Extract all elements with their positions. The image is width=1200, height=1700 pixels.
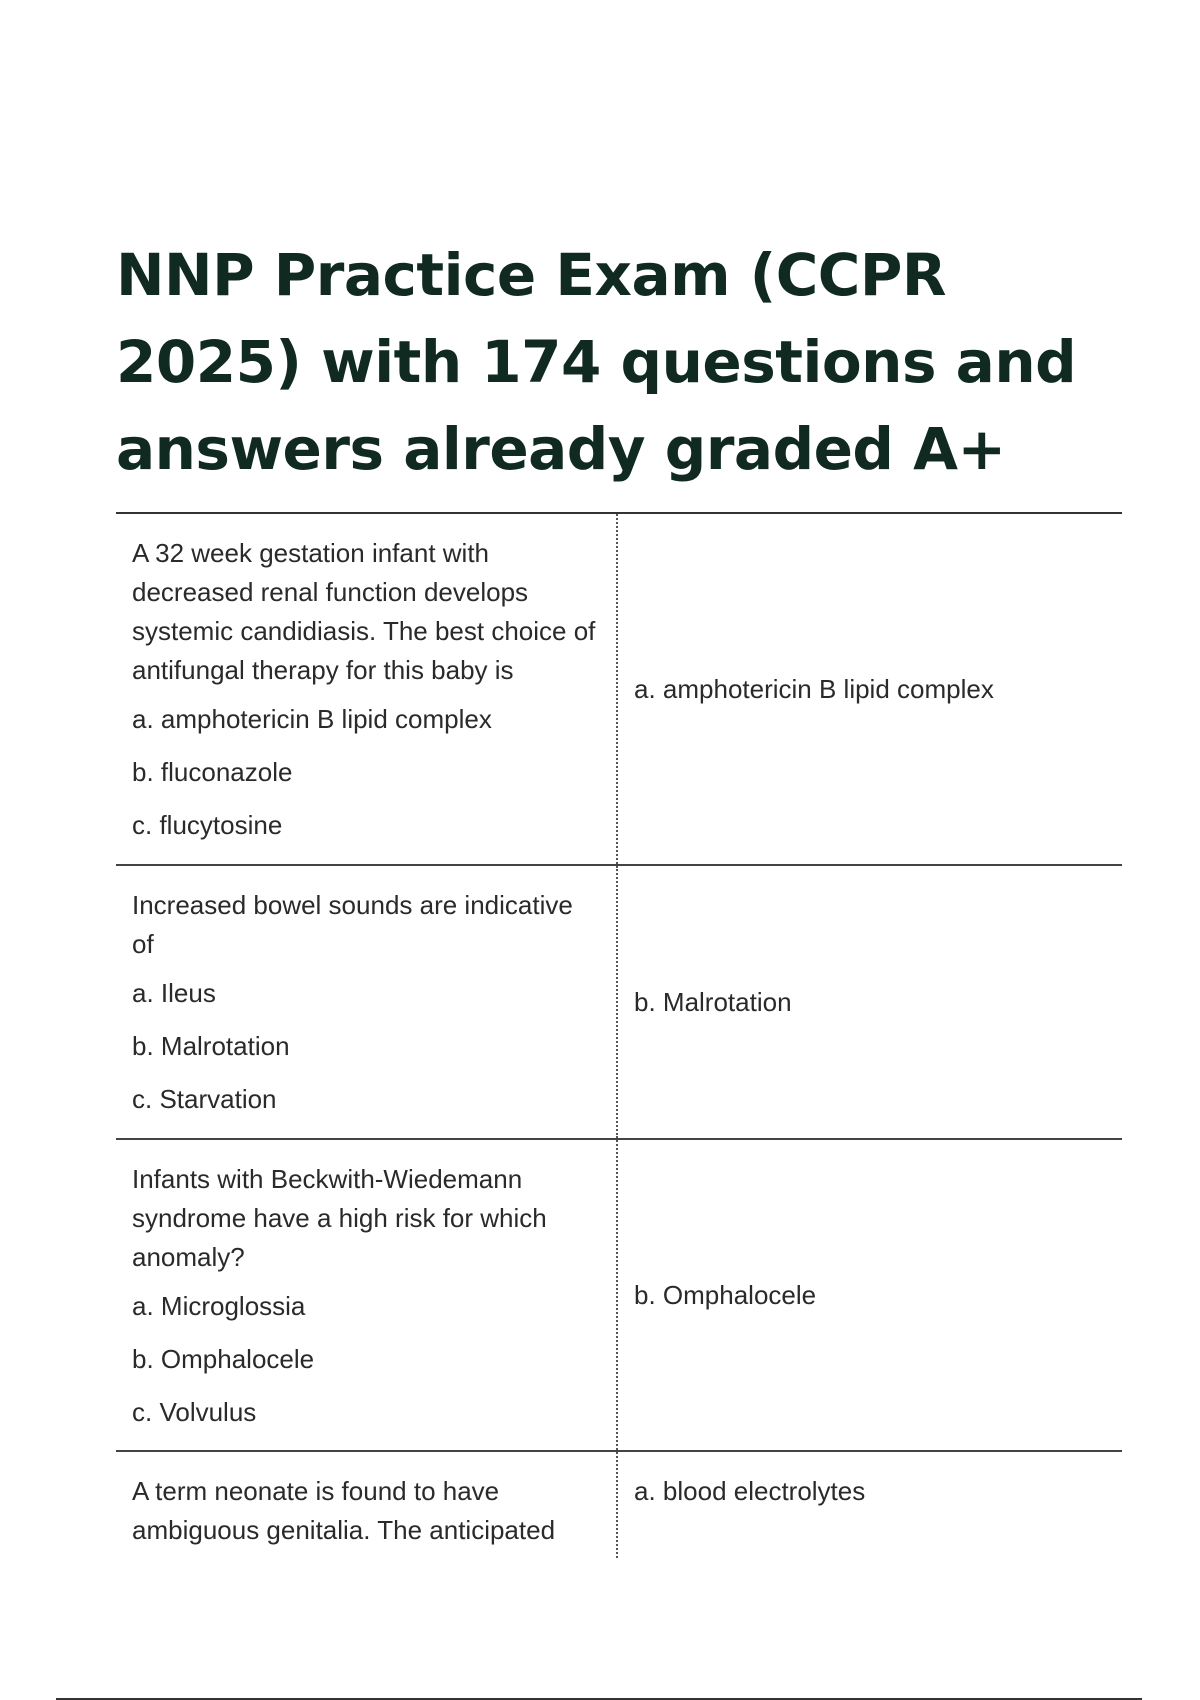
- answer-text: b. Malrotation: [634, 986, 792, 1017]
- question-cell: [116, 1140, 618, 1450]
- qa-row: [116, 1452, 1122, 1558]
- question-cell: [116, 1452, 618, 1558]
- answer-option: a. Microglossia: [132, 1291, 306, 1321]
- qa-row: [116, 1140, 1122, 1452]
- qa-table: [116, 512, 1122, 1558]
- answer-option: a. Ileus: [132, 978, 216, 1008]
- answer-option: b. Malrotation: [132, 1031, 290, 1061]
- answer-option: b. Omphalocele: [132, 1344, 315, 1374]
- answer-text: b. Omphalocele: [634, 1279, 817, 1310]
- question-text: A 32 week gestation infant with decreased renal function develops systemic candidiasis. The best choice of antifungal therapy for this baby is: [132, 538, 596, 685]
- answer-text: a. blood electrolytes: [634, 1476, 866, 1506]
- answer-option: c. flucytosine: [132, 810, 283, 840]
- qa-row: [116, 866, 1122, 1140]
- question-cell: [116, 866, 618, 1138]
- question-text: A term neonate is found to have ambiguous genitalia. The anticipated: [132, 1476, 556, 1545]
- answer-cell: [618, 1140, 1122, 1450]
- document-title: NNP Practice Exam (CCPR 2025) with 174 questions and answers already graded A+: [116, 241, 1077, 483]
- question-text: Increased bowel sounds are indicative of: [132, 890, 573, 959]
- answer-option: b. fluconazole: [132, 757, 293, 787]
- answer-text: a. amphotericin B lipid complex: [634, 673, 994, 704]
- answer-cell: [618, 1452, 1122, 1558]
- answer-cell: [618, 514, 1122, 864]
- answer-option: c. Volvulus: [132, 1397, 257, 1427]
- answer-cell: [618, 866, 1122, 1138]
- question-text: Infants with Beckwith-Wiedemann syndrome have a high risk for which anomaly?: [132, 1164, 547, 1272]
- qa-row: [116, 514, 1122, 866]
- answer-option: a. amphotericin B lipid complex: [132, 704, 492, 734]
- answer-option: c. Starvation: [132, 1084, 277, 1114]
- question-cell: [116, 514, 618, 864]
